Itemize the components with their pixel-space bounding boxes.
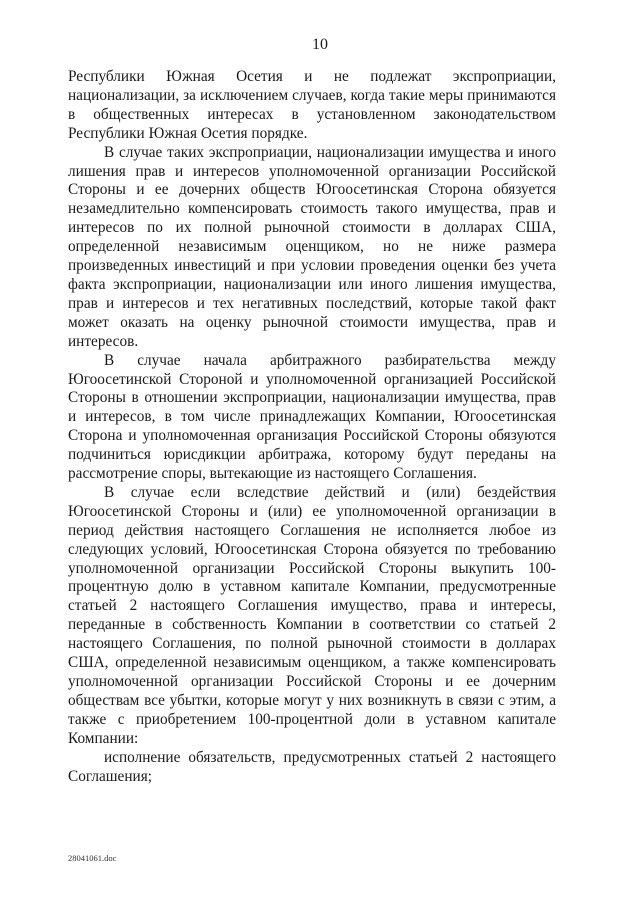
footer-file-code: 28041061.doc — [68, 853, 117, 863]
document-body — [68, 68, 556, 786]
paragraph-3: В случае начала арбитражного разбирательства между Югоосетинской Стороной и уполномоченной организацией Российской Стороны в отношении экспроприации, национализации имущества, прав и интересов, в том числе принадлежащих Компании, Югоосетинская Сторона и уполномоченная организация Российской Стороны обязуются подчиниться юрисдикции арбитража, которому будут переданы на рассмотрение споры, вытекающие из настоящего Соглашения. — [68, 351, 556, 483]
paragraph-1: Республики Южная Осетия и не подлежат экспроприации, национализации, за исключением случаев, когда такие меры принимаются в общественных интересах в установленном законодательством Республики Южная Осетия порядке. — [68, 68, 556, 142]
paragraph-4: В случае если вследствие действий и (или) бездействия Югоосетинской Стороны и (или) ее уполномоченной организации в период действия настоящего Соглашения не исполняется любое из следующих условий, Югоосетинская Сторона обязуется по требованию уполномоченной организации Российской Стороны выкупить 100-процентную долю в уставном капитале Компании, предусмотренные статьей 2 настоящего Соглашения имущество, права и интересы, переданные в собственность Компании в соответствии со статьей 2 настоящего Соглашения, по полной рыночной стоимости в долларах США, определенной независимым оценщиком, а также компенсировать уполномоченной организации Российской Стороны и ее дочерним обществам все убытки, которые могут у них возникнуть в связи с этим, а также с приобретением 100-процентной доли в уставном капитале Компании: — [68, 483, 556, 747]
page-number: 10 — [312, 36, 328, 53]
paragraph-2: В случае таких экспроприации, национализации имущества и иного лишения прав и интересов уполномоченной организации Российской Стороны и ее дочерних обществ Югоосетинская Сторона обязуется незамедлительно компенсировать стоимость такого имущества, прав и интересов по их полной рыночной стоимости в долларах США, определенной независимым оценщиком, но не ниже размера произведенных инвестиций и при условии проведения оценки без учета факта экспроприации, национализации или иного лишения имущества, прав и интересов и тех негативных последствий, которые такой факт может оказать на оценку рыночной стоимости имущества, прав и интересов. — [68, 143, 556, 350]
paragraph-5: исполнение обязательств, предусмотренных статьей 2 настоящего Соглашения; — [68, 748, 556, 785]
